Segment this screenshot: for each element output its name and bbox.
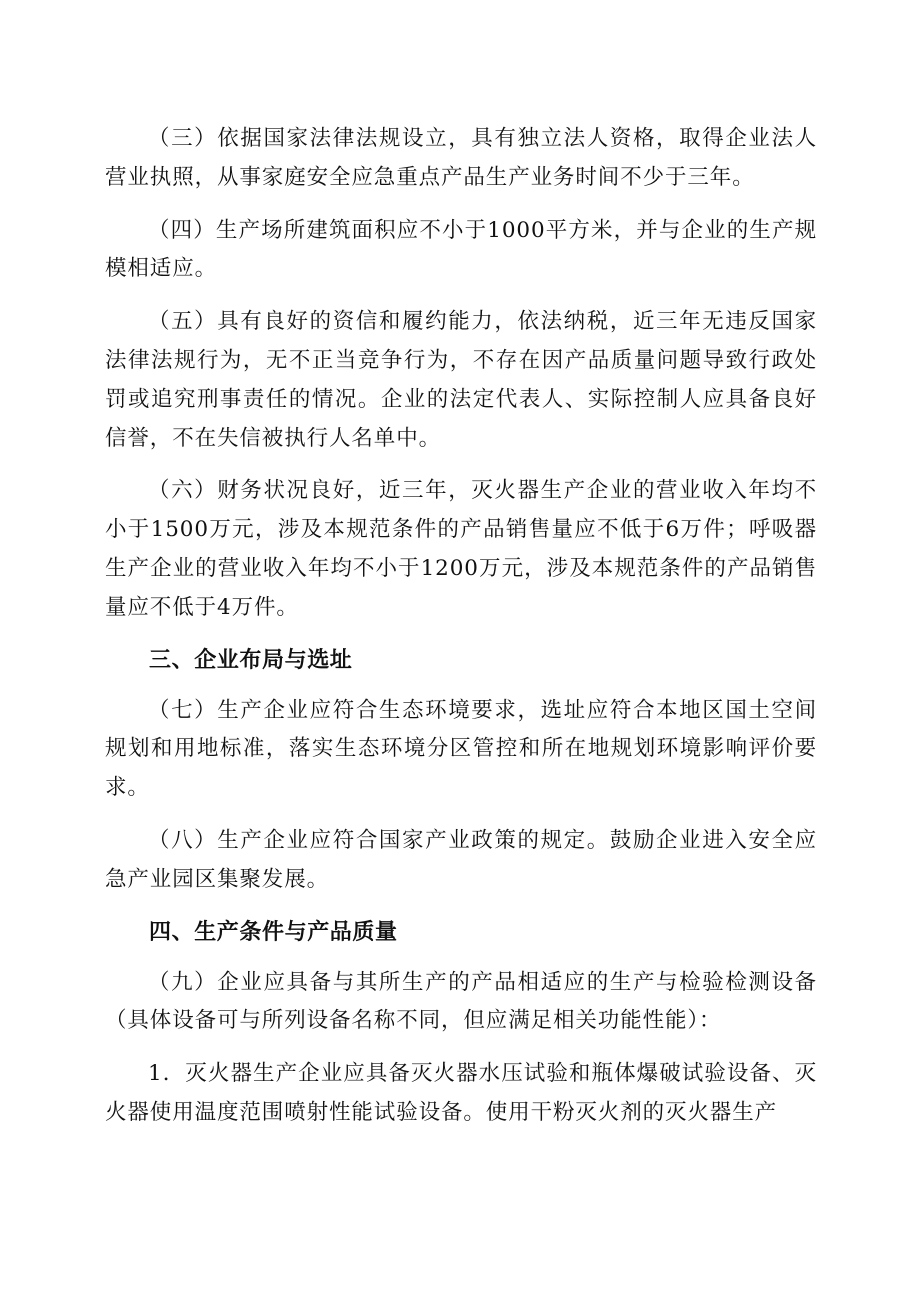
paragraph-3: （三）依据国家法律法规设立，具有独立法人资格，取得企业法人营业执照，从事家庭安全应急重点产品生产业务时间不少于三年。: [105, 126, 817, 190]
paragraph-5: （五）具有良好的资信和履约能力，依法纳税，近三年无违反国家法律法规行为，无不正当竞争行为，不存在因产品质量问题导致行政处罚或追究刑事责任的情况。企业的法定代表人、实际控制人应具备良好信誉，不在失信被执行人名单中。: [105, 309, 817, 451]
paragraph-9: （九）企业应具备与其所生产的产品相适应的生产与检验检测设备（具体设备可与所列设备名称不同，但应满足相关功能性能）：: [105, 969, 817, 1034]
paragraph-10: 1．灭火器生产企业应具备灭火器水压试验和瓶体爆破试验设备、灭火器使用温度范围喷射性能试验设备。使用干粉灭火剂的灭火器生产: [105, 1061, 817, 1125]
document-page: [105, 120, 817, 1147]
section-heading-4: 四、生产条件与产品质量: [149, 919, 398, 945]
section-heading-3: 三、企业布局与选址: [149, 647, 353, 673]
paragraph-7: （七）生产企业应符合生态环境要求，选址应符合本地区国土空间规划和用地标准，落实生态环境分区管控和所在地规划环境影响评价要求。: [105, 697, 817, 801]
paragraph-4: （四）生产场所建筑面积应不小于1000平方米，并与企业的生产规模相适应。: [105, 217, 817, 282]
paragraph-8: （八）生产企业应符合国家产业政策的规定。鼓励企业进入安全应急产业园区集聚发展。: [105, 827, 817, 892]
paragraph-6: （六）财务状况良好，近三年，灭火器生产企业的营业收入年均不小于1500万元，涉及本规范条件的产品销售量应不低于6万件；呼吸器生产企业的营业收入年均不小于1200万元，涉及本规范条件的产品销售量应不低于4万件。: [105, 478, 817, 620]
